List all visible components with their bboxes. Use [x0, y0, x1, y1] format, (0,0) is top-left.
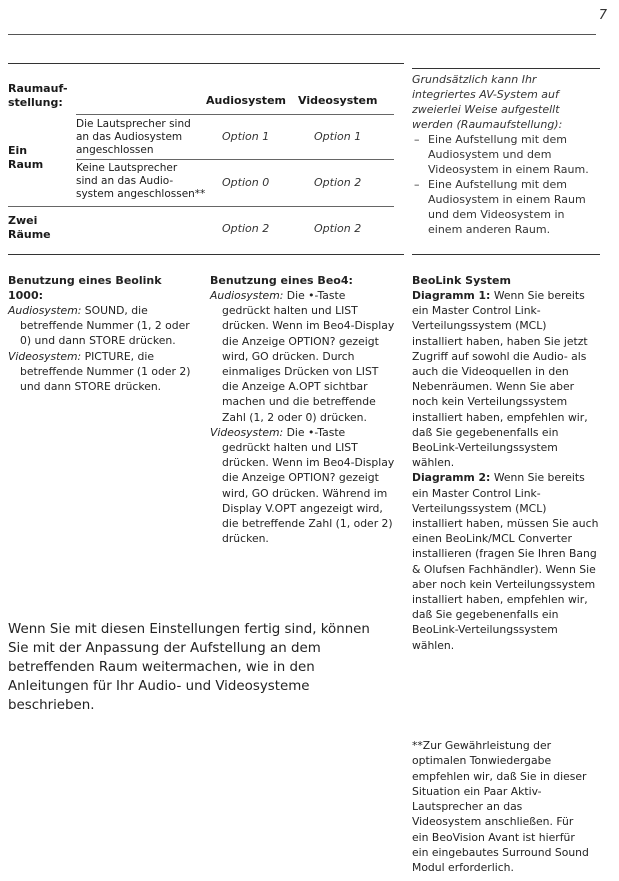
- header-rule: [8, 63, 404, 64]
- table-header-video: Videosystem: [298, 94, 378, 107]
- beo4-audio: Audiosystem: Die •-Taste gedrückt halten und LIST drücken. Wenn im Beo4-Display die Anzeige OPTION? gezeigt wird, GO drücken. Durch einmaliges Drücken von LIST die Anzeige A.OPT sichtbar machen und die betreffende Zahl (1, 2 oder 0) drücken.: [210, 289, 395, 424]
- table-header-audio: Audiosystem: [206, 94, 286, 107]
- row-2-audio: Option 0: [222, 176, 270, 189]
- table-line: [8, 206, 394, 207]
- row-1-audio: Option 1: [222, 130, 270, 143]
- table-line: [76, 114, 394, 115]
- list-item: – Eine Aufstellung mit dem Audiosystem und dem Videosystem in einem Raum.: [412, 132, 602, 177]
- note-bottom-rule: [412, 254, 600, 255]
- top-rule: [8, 34, 596, 35]
- beolink-system-heading: BeoLink System: [412, 274, 511, 287]
- intro-note: [412, 72, 602, 237]
- footnote: **Zur Gewährleistung der optimalen Tonwiedergabe empfehlen wir, daß Sie in dieser Situation ein Paar Aktiv-Lautsprecher an das Videosystem anschließen. Für ein BeoVision Avant ist hierfür ein eingebautes Surround Sound Modul erforderlich.: [412, 739, 589, 875]
- group-one-room: Ein Raum: [8, 144, 44, 171]
- table-header-label: Raumauf- stellung:: [8, 82, 68, 109]
- header-rule-right: [412, 68, 600, 69]
- row-1-video: Option 1: [314, 130, 362, 143]
- table-line: [76, 159, 394, 160]
- beolink1000-audio: Audiosystem: SOUND, die betreffende Nummer (1, 2 oder 0) und dann STORE drücken.: [8, 304, 190, 348]
- page-number: 7: [598, 8, 607, 23]
- intro-note-list: [412, 132, 602, 237]
- beolink1000-section: [8, 273, 193, 394]
- intro-note-text: Grundsätzlich kann Ihr integriertes AV-System auf zweierlei Weise aufgestellt werden (Raumaufstellung):: [412, 73, 563, 131]
- closing-paragraph: Wenn Sie mit diesen Einstellungen fertig sind, können Sie mit der Anpassung der Aufstellung an dem betreffenden Raum weitermachen, wie in den Anleitungen für Ihr Audio- und Videosysteme beschrieben.: [8, 622, 370, 713]
- row-3-video: Option 2: [314, 222, 362, 235]
- group-two-rooms: Zwei Räume: [8, 214, 51, 241]
- diagram-1-text: Diagramm 1: Wenn Sie bereits ein Master Control Link-Verteilungssystem (MCL) installiert haben, haben Sie jetzt Zugriff auf sowohl die Audio- als auch die Videoquellen in den Nebenräumen. Wenn Sie aber noch kein Verteilungssystem installiert haben, empfehlen wir, daß Sie gegebenenfalls ein BeoLink-Verteilungssystem wählen.: [412, 289, 588, 470]
- beo4-section: [210, 273, 395, 546]
- table-bottom-rule: [8, 254, 404, 255]
- diagram-2-text: Diagramm 2: Wenn Sie bereits ein Master Control Link-Verteilungssystem (MCL) installiert haben, müssen Sie auch einen BeoLink/MCL Converter installieren (fragen Sie Ihren Bang & Olufsen Fachhändler). Wenn Sie aber noch kein Verteilungssystem installiert haben, empfehlen wir, daß Sie gegebenenfalls ein BeoLink-Verteilungssystem wählen.: [412, 471, 599, 652]
- row-2-video: Option 2: [314, 176, 362, 189]
- beolink1000-heading: Benutzung eines Beolink 1000:: [8, 274, 162, 302]
- row-1-desc: Die Lautsprecher sind an das Audiosystem angeschlossen: [76, 118, 191, 156]
- beo4-video: Videosystem: Die •-Taste gedrückt halten und LIST drücken. Wenn im Beo4-Display die Anzeige OPTION? gezeigt wird, GO drücken. Während im Display V.OPT angezeigt wird, die betreffende Zahl (1, oder 2) drücken.: [210, 425, 395, 546]
- row-2-desc: Keine Lautsprecher sind an das Audio- system angeschlossen**: [76, 162, 206, 200]
- list-item: – Eine Aufstellung mit dem Audiosystem in einem Raum und dem Videosystem in einem anderen Raum.: [412, 177, 602, 237]
- row-3-audio: Option 2: [222, 222, 270, 235]
- beo4-heading: Benutzung eines Beo4:: [210, 274, 353, 287]
- beolink1000-video: Videosystem: PICTURE, die betreffende Nummer (1 oder 2) und dann STORE drücken.: [8, 349, 191, 394]
- beolink-system-section: [412, 273, 600, 653]
